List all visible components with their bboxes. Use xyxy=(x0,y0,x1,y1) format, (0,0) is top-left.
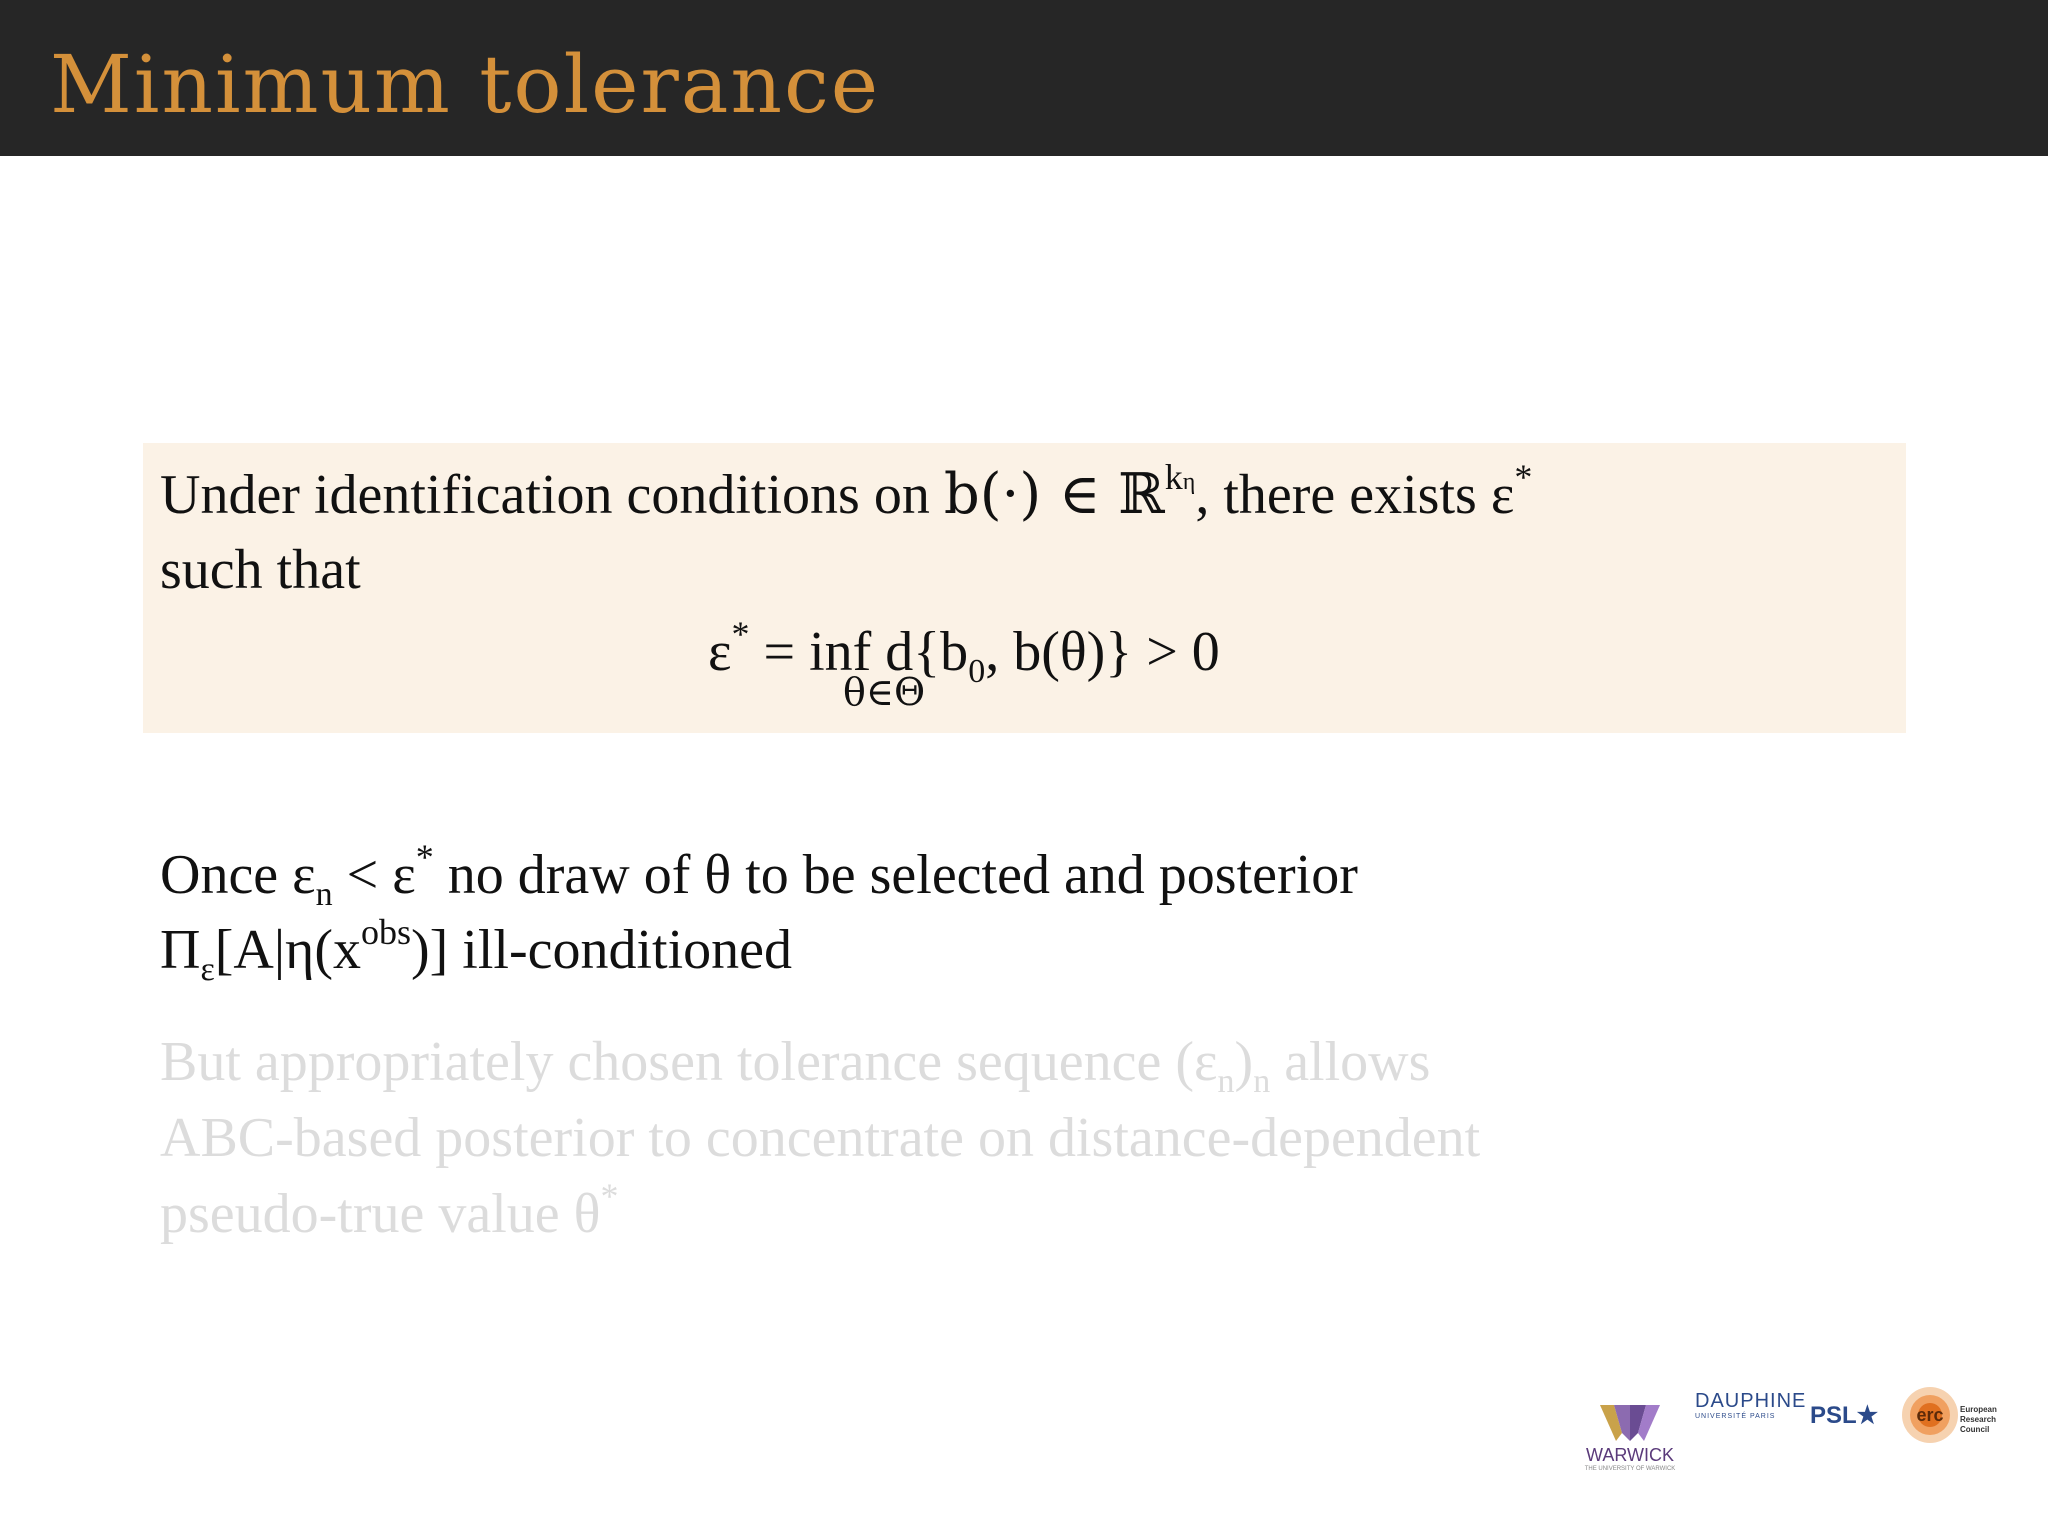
formula-sub0: 0 xyxy=(968,653,986,690)
theorem-line-1 xyxy=(160,457,1533,527)
slide-title: Minimum tolerance xyxy=(50,38,881,131)
faded-line-3 xyxy=(160,1176,619,1246)
statement-line-2-sup: obs xyxy=(360,912,411,952)
faded-line-1-sub2: n xyxy=(1253,1063,1271,1100)
erc-caption-1: European xyxy=(1960,1405,1997,1414)
faded-line-3-star: * xyxy=(600,1176,619,1216)
dauphine-logo xyxy=(1695,1390,1806,1420)
warwick-w-icon xyxy=(1600,1405,1660,1441)
theorem-line-1-text: Under identification conditions on xyxy=(160,464,944,526)
theorem-line-1-sup-k: k xyxy=(1164,457,1183,497)
warwick-subtitle: THE UNIVERSITY OF WARWICK xyxy=(1584,1466,1676,1472)
statement-line-2-b: [A|η(x xyxy=(214,919,361,981)
faded-line-3-a: pseudo-true value θ xyxy=(160,1183,601,1245)
erc-letters: erc xyxy=(1916,1405,1944,1425)
theorem-line-1-b: b(·) ∈ ℝ xyxy=(943,462,1165,527)
sponsor-logos xyxy=(1580,1385,2020,1495)
erc-caption xyxy=(1960,1405,1997,1435)
theorem-line-1-sup xyxy=(1165,457,1196,497)
warwick-wordmark: WARWICK xyxy=(1586,1445,1674,1465)
theorem-line-2: such that xyxy=(160,539,361,601)
faded-line-1-a: But appropriately chosen tolerance sequence (ε xyxy=(160,1031,1218,1093)
theorem-line-1-sup-eta: η xyxy=(1182,469,1196,495)
faded-line-1-sub1: n xyxy=(1217,1063,1235,1100)
slide-header xyxy=(0,0,2048,156)
erc-caption-3: Council xyxy=(1960,1425,1990,1434)
statement-line-2-c: )] ill-conditioned xyxy=(410,919,792,981)
theorem-line-1-rest: , there exists ε xyxy=(1195,464,1515,526)
theorem-formula xyxy=(708,614,1220,690)
faded-line-1-c: allows xyxy=(1270,1031,1431,1093)
dauphine-subtitle: UNIVERSITÉ PARIS xyxy=(1695,1413,1776,1420)
statement-line-1-a: Once ε xyxy=(160,844,316,906)
erc-logo xyxy=(1900,1385,1960,1449)
faded-line-2: ABC-based posterior to concentrate on distance-dependent xyxy=(160,1107,1481,1169)
faded-line-1-b: ) xyxy=(1234,1031,1254,1093)
statement-line-1 xyxy=(160,837,1358,913)
dauphine-wordmark: DAUPHINE xyxy=(1695,1390,1807,1412)
psl-logo: PSL★ xyxy=(1810,1402,1879,1429)
formula-inf-subscript: θ∈Θ xyxy=(843,670,926,714)
statement-line-1-star: * xyxy=(415,837,434,877)
faded-line-1 xyxy=(160,1030,1431,1100)
erc-caption-2: Research xyxy=(1960,1415,1997,1424)
statement-line-1-sub: n xyxy=(315,876,333,913)
theorem-line-1-star: * xyxy=(1514,457,1533,497)
statement-line-1-c: no draw of θ to be selected and posterior xyxy=(433,844,1358,906)
formula-star: * xyxy=(731,614,750,654)
formula-epsilon: ε xyxy=(708,621,732,683)
statement-line-2-a: Π xyxy=(160,919,201,981)
warwick-logo xyxy=(1580,1405,1680,1472)
formula-right: , b(θ)} > 0 xyxy=(985,621,1220,683)
statement-line-2-sub: ε xyxy=(200,951,215,988)
erc-burst-icon xyxy=(1900,1385,1960,1445)
statement-line-1-b: < ε xyxy=(332,844,416,906)
formula-eq: = inf d{b xyxy=(749,621,969,683)
statement-line-2 xyxy=(160,912,792,988)
